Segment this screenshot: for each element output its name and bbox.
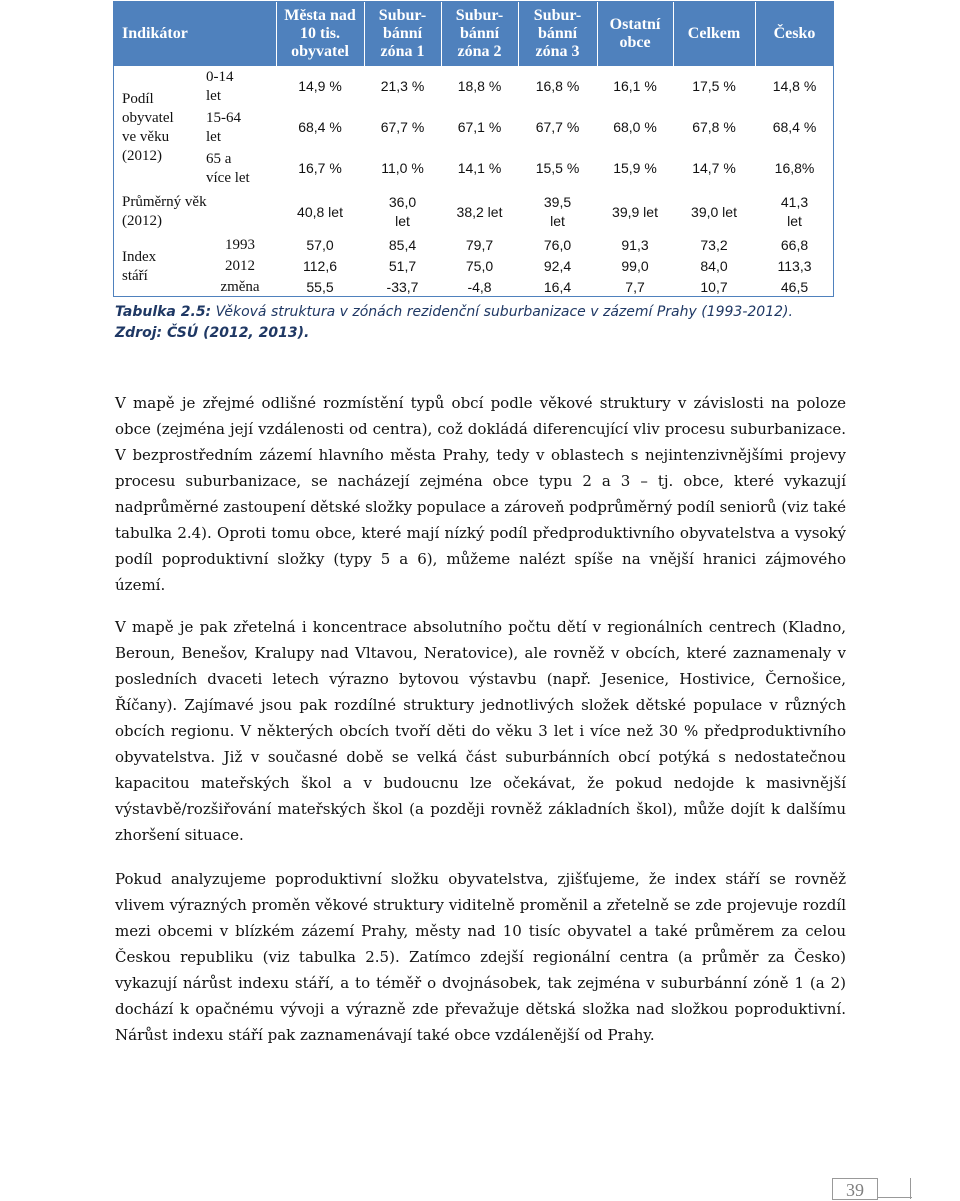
table-cell: 14,1 % — [457, 160, 502, 176]
header-line: bánní — [537, 25, 578, 42]
table-cell: 15,9 % — [613, 160, 657, 176]
table-cell — [364, 189, 441, 235]
cell-line: obyvatel — [122, 109, 174, 126]
table-cell: 16,8 % — [535, 78, 580, 94]
table-cell: 68,4 % — [298, 119, 342, 135]
table-header-row — [114, 2, 834, 66]
table-cell: 14,9 % — [298, 78, 342, 94]
header-line: zóna 2 — [457, 43, 502, 60]
header-line: Česko — [773, 25, 816, 42]
cell-line: (2012) — [122, 147, 162, 164]
table-body — [114, 66, 834, 298]
table-row — [114, 189, 834, 235]
cell-line: (2012) — [122, 213, 162, 229]
cell-line: stáří — [122, 267, 148, 284]
table-cell — [441, 189, 518, 235]
table-cell: 67,1 % — [457, 119, 502, 135]
row-sub-label: změna — [220, 279, 260, 295]
page-number-rule — [910, 1178, 911, 1199]
table-cell: 7,7 — [625, 279, 645, 295]
cell-line: let — [395, 213, 410, 229]
cell-line: 15-64 — [206, 109, 241, 126]
table-cell: -33,7 — [386, 279, 419, 295]
table-row — [114, 66, 834, 107]
cell-line: Index — [122, 248, 157, 265]
table-cell: 18,8 % — [457, 78, 502, 94]
cell-line: 41,3 — [780, 194, 809, 210]
header-czechia — [755, 2, 834, 66]
table-cell: 14,8 % — [772, 78, 817, 94]
row-group-label — [114, 66, 206, 189]
paragraph: V mapě je pak zřetelná i koncentrace absolutního počtu dětí v regionálních centrech (Kladno, Beroun, Benešov, Kralupy nad Vltavou, Neratovice), ale rovněž v obcích, které zaznamenaly v posledních dvaceti letech výrazno bytovou výstavbu (např. Jesenice, Hostivice, Černošice, Říčany). Zajímavé jsou pak rozdílné struktury jednotlivých složek dětské populace v různých obcích regionu. V některých obcích tvoří děti do věku 3 let i více než 30 % předproduktivního obyvatelstva. Již v současné době se velká část suburbánních obcí potýká s nedostatečnou kapacitou mateřských škol a v budoucnu lze očekávat, že pokud nedojde k masivnější výstavbě/rozšiřování mateřských škol (a později rovněž základních škol), může dojít k dalšímu zhoršení situace. — [115, 618, 846, 844]
header-line: bánní — [382, 25, 423, 42]
header-zone-1 — [364, 2, 441, 66]
table-cell: 85,4 — [388, 237, 417, 253]
table-cell: 68,4 % — [772, 119, 817, 135]
cell-line: let — [206, 87, 221, 104]
row-group-label — [114, 235, 206, 298]
table-cell: 76,0 — [543, 237, 572, 253]
row-sub-label: 1993 — [225, 237, 255, 253]
table-cell: 73,2 — [700, 237, 728, 253]
header-line: bánní — [459, 25, 500, 42]
table-cell: 16,8% — [774, 160, 815, 176]
cell-line: Podíl — [122, 90, 154, 107]
table-cell: 67,7 % — [380, 119, 425, 135]
table-cell: 16,1 % — [613, 78, 657, 94]
table-cell: 75,0 — [465, 258, 494, 274]
cell-line: let — [550, 213, 565, 229]
table-cell — [597, 189, 673, 235]
cell-line: více let — [206, 169, 250, 186]
table-cell: 16,4 — [543, 279, 572, 295]
header-zone-2 — [441, 2, 518, 66]
cell-line: 36,0 — [388, 194, 417, 210]
header-line: Subur- — [378, 7, 427, 24]
caption-source: Zdroj: ČSÚ (2012, 2013). — [115, 325, 310, 341]
cell-line: 40,8 let — [297, 203, 343, 220]
table-row — [114, 148, 834, 189]
caption-text: Věková struktura v zónách rezidenční suburbanizace v zázemí Prahy (1993-2012). — [211, 304, 793, 320]
header-line: Subur- — [455, 7, 504, 24]
header-line: Subur- — [533, 7, 582, 24]
table-caption — [115, 302, 855, 344]
table-cell: 11,0 % — [381, 160, 424, 176]
cell-line: 0-14 — [206, 68, 234, 85]
header-line: Celkem — [687, 25, 741, 42]
row-group-label — [114, 189, 276, 235]
header-line: zóna 1 — [380, 43, 425, 60]
table-cell: 68,0 % — [613, 119, 657, 135]
cell-line: let — [206, 128, 221, 145]
table-row — [114, 256, 834, 277]
table-cell: 16,7 % — [298, 160, 342, 176]
table-cell: 46,5 — [780, 279, 809, 295]
cell-line: 38,2 let — [456, 203, 503, 220]
header-zone-3 — [518, 2, 597, 66]
table-cell: 91,3 — [621, 237, 649, 253]
table-cell: 15,5 % — [535, 160, 580, 176]
header-line: Ostatní — [609, 16, 661, 33]
header-line: obce — [619, 34, 651, 51]
page-number-rule — [878, 1197, 912, 1198]
cell-line: ve věku — [122, 128, 170, 145]
header-line: Města nad — [284, 7, 356, 24]
header-total — [673, 2, 755, 66]
table-cell: -4,8 — [467, 279, 492, 295]
cell-line: 65 a — [206, 150, 232, 167]
table-cell — [276, 189, 364, 235]
cell-line: 39,5 — [543, 194, 572, 210]
table-cell: 10,7 — [700, 279, 728, 295]
table-row — [114, 277, 834, 298]
table-cell: 79,7 — [465, 237, 494, 253]
cell-line: 39,9 let — [612, 203, 658, 220]
table-cell: 17,5 % — [692, 78, 736, 94]
table-row — [114, 107, 834, 148]
table-cell: 67,7 % — [535, 119, 580, 135]
table-cell: 55,5 — [306, 279, 334, 295]
paragraph: V mapě je zřejmé odlišné rozmístění typů obcí podle věkové struktury v závislosti na poloze obce (zejména její vzdálenosti od centra), což dokládá diferencující vliv procesu suburbanizace. V bezprostředním zázemí hlavního města Prahy, tedy v oblastech s nejintenzivnějšími projevy procesu suburbanizace, se nacházejí zejména obce typu 2 a 3 – tj. obce, které vykazují nadprůměrné zastoupení dětské složky populace a zároveň podprůměrný podíl seniorů (viz také tabulka 2.4). Oproti tomu obce, které mají nízký podíl předproduktivního obyvatelstva a vysoký podíl poproduktivní složky (typy 5 a 6), můžeme nalézt spíše na vnější hranici zájmového území. — [115, 394, 846, 594]
cell-line: let — [787, 213, 802, 229]
table-cell: 84,0 — [700, 258, 728, 274]
header-indicator: Indikátor — [114, 2, 276, 66]
page-number: 39 — [846, 1180, 864, 1200]
row-sub-label: 2012 — [225, 258, 255, 274]
table-cell — [755, 189, 834, 235]
row-sub-label — [206, 148, 276, 189]
table-cell: 113,3 — [777, 258, 812, 274]
age-structure-table — [114, 2, 835, 298]
table-cell — [518, 189, 597, 235]
table-row — [114, 235, 834, 256]
cell-line: Průměrný věk — [122, 194, 207, 210]
header-line: obyvatel — [291, 43, 349, 60]
header-line: 10 tis. — [300, 25, 341, 42]
caption-label: Tabulka 2.5: — [115, 304, 212, 320]
table-cell: 14,7 % — [692, 160, 736, 176]
table-cell: 66,8 — [780, 237, 809, 253]
table-cell: 57,0 — [306, 237, 334, 253]
table-cell: 112,6 — [303, 258, 338, 274]
header-other — [597, 2, 673, 66]
header-cities — [276, 2, 364, 66]
table-cell — [673, 189, 755, 235]
table-cell: 51,7 — [388, 258, 417, 274]
row-sub-label — [206, 107, 276, 148]
cell-line: 39,0 let — [691, 203, 737, 220]
table-cell: 92,4 — [543, 258, 572, 274]
header-line: zóna 3 — [535, 43, 580, 60]
table-cell: 99,0 — [621, 258, 649, 274]
table-cell: 67,8 % — [692, 119, 736, 135]
paragraph: Pokud analyzujeme poproduktivní složku obyvatelstva, zjišťujeme, že index stáří se rovněž vlivem výrazných proměn věkové struktury viditelně proměnil a zřetelně se zde projevuje rozdíl mezi obcemi v blízkém zázemí Prahy, městy nad 10 tisíc obyvatel a také průměrem za celou Českou republiku (viz tabulka 2.5). Zatímco zdejší regionální centra (a průměr za Česko) vykazují nárůst indexu stáří, a to téměř o dvojnásobek, tak zejména v suburbánní zóně 1 (a 2) dochází k opačnému vývoji a výrazně zde převažuje dětská složka nad složkou poproduktivní. Nárůst indexu stáří pak zaznamenávají také obce vzdálenější od Prahy. — [115, 870, 846, 1044]
row-sub-label — [206, 66, 276, 107]
table-cell: 21,3 % — [380, 78, 425, 94]
